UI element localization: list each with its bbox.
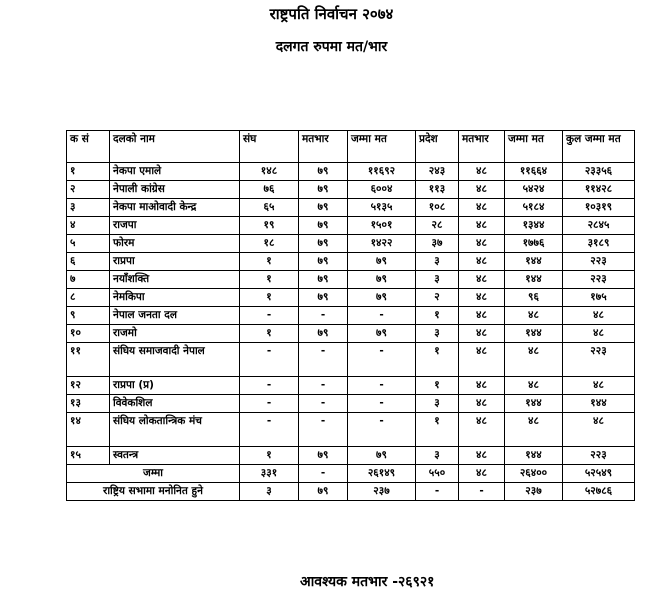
header-province: प्रदेश	[416, 131, 459, 163]
cell-federal-total: ७९	[348, 325, 416, 343]
cell-grand-total: २२३	[563, 343, 635, 377]
cell-federal: ३	[240, 483, 299, 501]
table-row	[67, 217, 635, 235]
cell-province-weight: ४८	[459, 413, 505, 447]
cell-serial: ८	[67, 289, 110, 307]
cell-province: ३	[416, 253, 459, 271]
cell-grand-total: २३३५६	[563, 163, 635, 181]
cell-province-weight: ४८	[459, 395, 505, 413]
header-row	[67, 131, 635, 163]
cell-party-name: राप्रपा (प्र)	[110, 377, 240, 395]
cell-province-total: १४४	[505, 325, 563, 343]
cell-province: २	[416, 289, 459, 307]
header-grand-total: कुल जम्मा मत	[563, 131, 635, 163]
table-row	[67, 235, 635, 253]
cell-federal: -	[240, 343, 299, 377]
cell-federal-total: ७९	[348, 253, 416, 271]
cell-federal-weight: ७९	[299, 271, 348, 289]
cell-serial: ११	[67, 343, 110, 377]
cell-federal-total: ७९	[348, 271, 416, 289]
cell-party-name: नेमकिपा	[110, 289, 240, 307]
cell-grand-total: २२३	[563, 447, 635, 465]
table-row	[67, 199, 635, 217]
cell-province: १	[416, 377, 459, 395]
cell-grand-total: ५२५४९	[563, 465, 635, 483]
cell-province-weight: ४८	[459, 235, 505, 253]
results-table	[66, 130, 635, 501]
cell-party-name: स्वतन्त्र	[110, 447, 240, 465]
cell-federal-total: ७९	[348, 447, 416, 465]
cell-serial: १४	[67, 413, 110, 447]
cell-province-total: १४४	[505, 271, 563, 289]
cell-province: २८	[416, 217, 459, 235]
cell-province-weight: ४८	[459, 447, 505, 465]
cell-grand-total: ४८	[563, 307, 635, 325]
cell-province-total: ४८	[505, 413, 563, 447]
nominated-row-label: राष्ट्रिय सभामा मनोनित हुने	[67, 483, 240, 501]
cell-federal-weight: ७९	[299, 483, 348, 501]
cell-province-total: १४४	[505, 395, 563, 413]
cell-province: -	[416, 483, 459, 501]
cell-province: १०८	[416, 199, 459, 217]
cell-grand-total: १४४	[563, 395, 635, 413]
cell-province-weight: ४८	[459, 325, 505, 343]
cell-federal-total: ५१३५	[348, 199, 416, 217]
header-federal-weight: मतभार	[299, 131, 348, 163]
cell-party-name: नेपाली कांग्रेस	[110, 181, 240, 199]
cell-party-name: राजपा	[110, 217, 240, 235]
cell-federal: १९	[240, 217, 299, 235]
cell-federal-total: ७९	[348, 289, 416, 307]
cell-province-total: ११६६४	[505, 163, 563, 181]
cell-party-name: राजमो	[110, 325, 240, 343]
header-party-name: दलको नाम	[110, 131, 240, 163]
cell-federal-weight: ७९	[299, 325, 348, 343]
cell-province-weight: ४८	[459, 343, 505, 377]
cell-federal-total: २६१४९	[348, 465, 416, 483]
cell-province-weight: ४८	[459, 271, 505, 289]
cell-serial: ५	[67, 235, 110, 253]
cell-province-total: ४८	[505, 343, 563, 377]
table-row	[67, 343, 635, 377]
cell-province-weight: ४८	[459, 181, 505, 199]
cell-serial: ३	[67, 199, 110, 217]
cell-federal: १४८	[240, 163, 299, 181]
cell-federal: ७६	[240, 181, 299, 199]
cell-province-total: १३४४	[505, 217, 563, 235]
cell-federal: १	[240, 447, 299, 465]
total-row-label: जम्मा	[67, 465, 240, 483]
cell-serial: ७	[67, 271, 110, 289]
table-row	[67, 307, 635, 325]
cell-federal: ३३१	[240, 465, 299, 483]
cell-province-total: ५१८४	[505, 199, 563, 217]
cell-federal-weight: ७९	[299, 217, 348, 235]
cell-province: ३	[416, 271, 459, 289]
cell-province-weight: ४८	[459, 289, 505, 307]
cell-grand-total: ४८	[563, 325, 635, 343]
cell-province-total: २६४००	[505, 465, 563, 483]
table-row	[67, 163, 635, 181]
cell-serial: २	[67, 181, 110, 199]
cell-grand-total: २२३	[563, 253, 635, 271]
cell-federal: -	[240, 307, 299, 325]
cell-grand-total: ११४२८	[563, 181, 635, 199]
header-federal: संघ	[240, 131, 299, 163]
cell-federal-total: १४२२	[348, 235, 416, 253]
cell-province: ११३	[416, 181, 459, 199]
cell-federal-weight: ७९	[299, 199, 348, 217]
cell-federal-total: -	[348, 413, 416, 447]
cell-serial: १३	[67, 395, 110, 413]
cell-serial: १	[67, 163, 110, 181]
cell-federal-total: -	[348, 343, 416, 377]
cell-grand-total: ३१८९	[563, 235, 635, 253]
cell-federal-total: २३७	[348, 483, 416, 501]
header-federal-total: जम्मा मत	[348, 131, 416, 163]
cell-federal-total: ११६९२	[348, 163, 416, 181]
header-serial: क सं	[67, 131, 110, 163]
cell-province-weight: ४८	[459, 377, 505, 395]
table-row	[67, 413, 635, 447]
cell-federal: १	[240, 325, 299, 343]
cell-federal-weight: ७९	[299, 447, 348, 465]
cell-federal: १	[240, 289, 299, 307]
cell-serial: १२	[67, 377, 110, 395]
cell-province-total: ५४२४	[505, 181, 563, 199]
cell-federal-weight: -	[299, 413, 348, 447]
required-vote-weight: आवश्यक मतभार -२६९२१	[300, 574, 435, 590]
cell-federal-weight: -	[299, 343, 348, 377]
cell-federal: -	[240, 377, 299, 395]
cell-federal-weight: -	[299, 307, 348, 325]
cell-federal-weight: -	[299, 465, 348, 483]
cell-grand-total: ४८	[563, 413, 635, 447]
cell-serial: ६	[67, 253, 110, 271]
table-row	[67, 395, 635, 413]
cell-federal: १	[240, 271, 299, 289]
cell-province-total: ४८	[505, 307, 563, 325]
cell-serial: ९	[67, 307, 110, 325]
cell-party-name: नेकपा एमाले	[110, 163, 240, 181]
cell-grand-total: २२३	[563, 271, 635, 289]
cell-federal-weight: ७९	[299, 253, 348, 271]
cell-grand-total: २८४५	[563, 217, 635, 235]
cell-party-name: संघिय लोकतान्त्रिक मंच	[110, 413, 240, 447]
cell-federal-total: ६००४	[348, 181, 416, 199]
cell-federal: -	[240, 413, 299, 447]
cell-province-total: १४४	[505, 253, 563, 271]
cell-province-weight: ४८	[459, 253, 505, 271]
table-row	[67, 271, 635, 289]
cell-province: ५५०	[416, 465, 459, 483]
table-row	[67, 447, 635, 465]
cell-province-total: १४४	[505, 447, 563, 465]
cell-province-weight: -	[459, 483, 505, 501]
cell-federal-total: -	[348, 377, 416, 395]
cell-grand-total: १०३१९	[563, 199, 635, 217]
cell-province: २४३	[416, 163, 459, 181]
cell-federal-weight: ७९	[299, 289, 348, 307]
cell-party-name: राप्रपा	[110, 253, 240, 271]
table-row	[67, 377, 635, 395]
page-subtitle: दलगत रुपमा मत/भार	[275, 39, 388, 55]
cell-serial: ४	[67, 217, 110, 235]
cell-federal-total: १५०१	[348, 217, 416, 235]
cell-party-name: विवेकशिल	[110, 395, 240, 413]
cell-federal: १८	[240, 235, 299, 253]
cell-province: ३	[416, 325, 459, 343]
cell-party-name: फोरम	[110, 235, 240, 253]
cell-grand-total: ५२७८६	[563, 483, 635, 501]
cell-federal: ६५	[240, 199, 299, 217]
cell-federal-total: -	[348, 307, 416, 325]
header-province-weight: मतभार	[459, 131, 505, 163]
cell-party-name: संघिय समाजवादी नेपाल	[110, 343, 240, 377]
cell-grand-total: १७५	[563, 289, 635, 307]
cell-province-weight: ४८	[459, 217, 505, 235]
cell-province-total: ९६	[505, 289, 563, 307]
cell-serial: १०	[67, 325, 110, 343]
cell-grand-total: ४८	[563, 377, 635, 395]
table-row	[67, 289, 635, 307]
cell-serial: १५	[67, 447, 110, 465]
cell-federal-total: -	[348, 395, 416, 413]
total-row	[67, 465, 635, 483]
cell-province: १	[416, 307, 459, 325]
cell-federal: १	[240, 253, 299, 271]
cell-province: ३	[416, 395, 459, 413]
cell-province: १	[416, 343, 459, 377]
cell-federal-weight: -	[299, 395, 348, 413]
header-province-total: जम्मा मत	[505, 131, 563, 163]
cell-federal: -	[240, 395, 299, 413]
table-row	[67, 325, 635, 343]
cell-province-weight: ४८	[459, 307, 505, 325]
cell-federal-weight: ७९	[299, 181, 348, 199]
cell-province: ३	[416, 447, 459, 465]
table-row	[67, 253, 635, 271]
cell-province-weight: ४८	[459, 199, 505, 217]
cell-party-name: नयाँशक्ति	[110, 271, 240, 289]
cell-federal-weight: ७९	[299, 235, 348, 253]
cell-province-weight: ४८	[459, 163, 505, 181]
cell-province-total: २३७	[505, 483, 563, 501]
page-title: राष्ट्रपति निर्वाचन २०७४	[269, 5, 394, 23]
cell-party-name: नेकपा माओवादी केन्द्र	[110, 199, 240, 217]
cell-province: १	[416, 413, 459, 447]
cell-province-total: ४८	[505, 377, 563, 395]
cell-federal-weight: -	[299, 377, 348, 395]
cell-province-total: १७७६	[505, 235, 563, 253]
cell-party-name: नेपाल जनता दल	[110, 307, 240, 325]
table-row	[67, 181, 635, 199]
cell-province-weight: ४८	[459, 465, 505, 483]
cell-federal-weight: ७९	[299, 163, 348, 181]
nominated-row	[67, 483, 635, 501]
cell-province: ३७	[416, 235, 459, 253]
